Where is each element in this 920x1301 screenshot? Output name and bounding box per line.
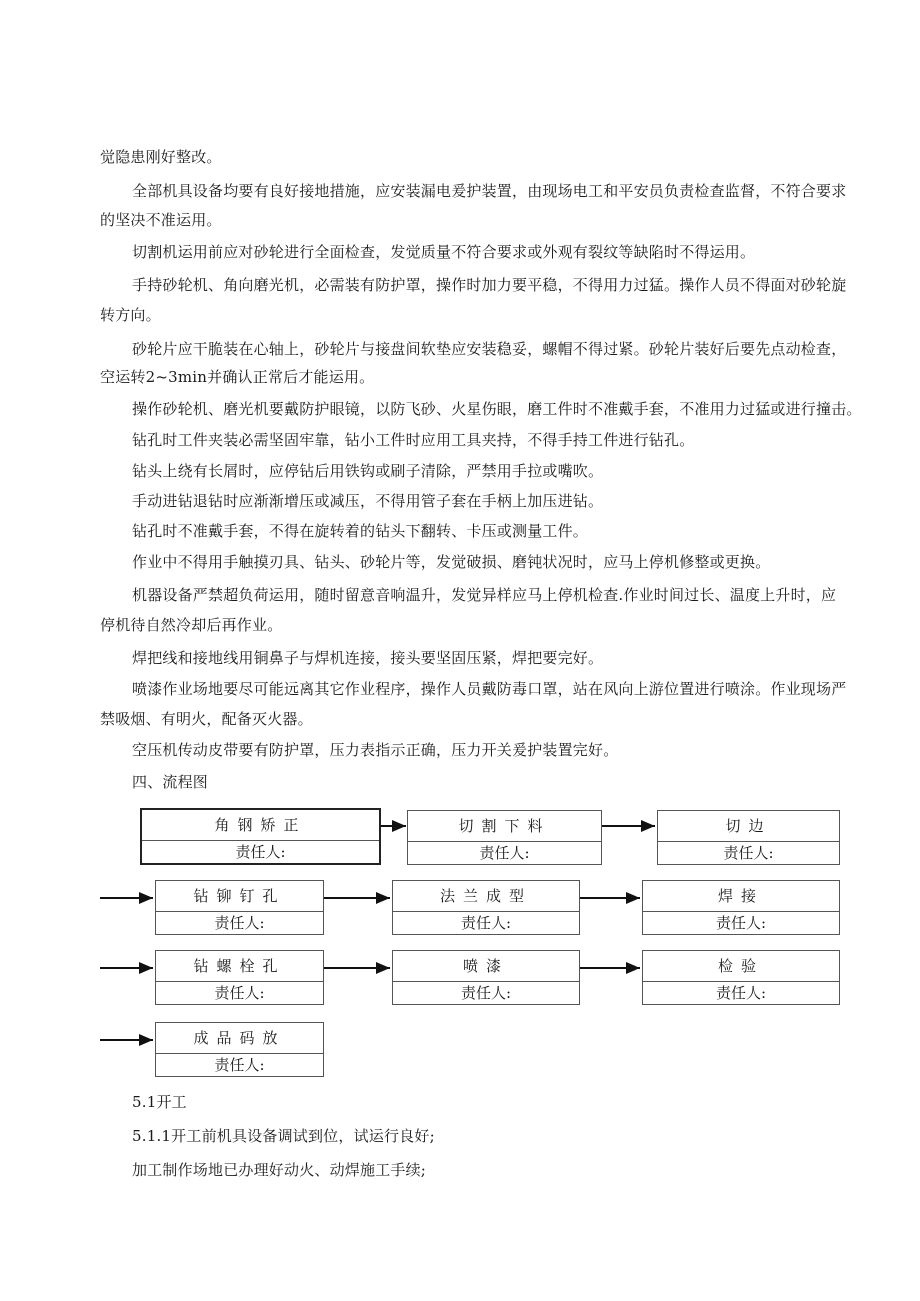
flow-responsible: 责任人: — [214, 984, 265, 1002]
paragraph-line: 手动进钻退钻时应渐渐增压或减压，不得用管子套在手柄上加压进钻。 — [132, 492, 604, 510]
flow-step-title: 成品码放 — [156, 1023, 323, 1054]
paragraph-line: 的坚决不准运用。 — [100, 211, 222, 229]
flow-step-title: 喷漆 — [393, 951, 579, 982]
paragraph-line: 焊把线和接地线用铜鼻子与焊机连接，接头要坚固压紧，焊把要完好。 — [132, 649, 604, 667]
subsection-heading: 5.1开工 — [132, 1093, 187, 1111]
paragraph-line: 加工制作场地已办理好动火、动焊施工手续; — [132, 1161, 427, 1179]
section-heading: 四、流程图 — [132, 773, 209, 791]
flow-box-trimming — [657, 810, 840, 865]
paragraph-line: 作业中不得用手触摸刃具、钻头、砂轮片等，发觉破损、磨钝状况时，应马上停机修整或更换。 — [132, 553, 771, 571]
paragraph-line: 空压机传动皮带要有防护罩，压力表指示正确，压力开关爰护装置完好。 — [132, 741, 619, 759]
paragraph-line: 钻孔时工件夹装必需坚固牢靠，钻小工件时应用工具夹持，不得手持工件进行钻孔。 — [132, 431, 695, 449]
flow-step-title: 焊接 — [643, 881, 839, 912]
flow-box-painting — [392, 950, 580, 1005]
flow-box-angle-steel — [140, 808, 381, 865]
flow-box-rivet-holes — [155, 880, 324, 935]
flow-box-cutting — [407, 810, 602, 865]
flow-responsible: 责任人: — [460, 984, 512, 1002]
flow-box-flange — [392, 880, 580, 935]
flow-responsible: 责任人: — [715, 984, 767, 1002]
flow-responsible: 责任人: — [214, 1056, 265, 1074]
flow-responsible: 责任人: — [715, 914, 767, 932]
flow-step-title: 切边 — [658, 811, 839, 842]
paragraph-line: 钻头上绕有长屑时，应停钻后用铁钩或刷子清除，严禁用手拉或嘴吹。 — [132, 462, 604, 480]
flow-step-title: 钻螺栓孔 — [156, 951, 323, 982]
paragraph-line: 禁吸烟、有明火，配备灭火器。 — [100, 710, 313, 728]
flow-step-title: 法兰成型 — [393, 881, 579, 912]
flow-responsible: 责任人: — [214, 914, 265, 932]
flow-responsible: 责任人: — [235, 843, 286, 861]
flow-responsible: 责任人: — [460, 914, 512, 932]
paragraph-line: 机器设备严禁超负荷运用，随时留意音响温升，发觉异样应马上停机检查.作业时间过长、温度上升时，应 — [132, 586, 837, 604]
flow-step-title: 钻铆钉孔 — [156, 881, 323, 912]
paragraph-line: 切割机运用前应对砂轮进行全面检查，发觉质量不符合要求或外观有裂纹等缺陷时不得运用。 — [132, 243, 756, 261]
flow-step-title: 检验 — [643, 951, 839, 982]
paragraph-line: 喷漆作业场地要尽可能远离其它作业程序，操作人员戴防毒口罩，站在风向上游位置进行喷涂。作业现场严 — [132, 680, 847, 698]
paragraph-line: 转方向。 — [100, 306, 161, 324]
flow-responsible: 责任人: — [479, 844, 530, 862]
paragraph-line: 停机待自然冷却后再作业。 — [100, 616, 283, 634]
paragraph-line: 空运转2~3min并确认正常后才能运用。 — [100, 368, 375, 386]
flow-step-title: 切割下料 — [408, 811, 601, 842]
flow-step-title: 角钢矫正 — [142, 810, 379, 841]
flow-box-welding — [642, 880, 840, 935]
flow-box-stacking — [155, 1022, 324, 1077]
paragraph-line: 操作砂轮机、磨光机要戴防护眼镜，以防飞砂、火星伤眼，磨工件时不准戴手套，不准用力过猛或进行撞击。 — [132, 400, 862, 418]
paragraph-line: 手持砂轮机、角向磨光机，必需装有防护罩，操作时加力要平稳，不得用力过猛。操作人员不得面对砂轮旋 — [132, 276, 847, 294]
paragraph-line: 钻孔时不准戴手套，不得在旋转着的钻头下翻转、卡压或测量工件。 — [132, 522, 589, 540]
flow-box-inspection — [642, 950, 840, 1005]
paragraph-line: 全部机具设备均要有良好接地措施，应安装漏电爰护装置，由现场电工和平安员负责检查监督，不符合要求 — [132, 182, 847, 200]
paragraph-line: 砂轮片应干脆装在心轴上，砂轮片与接盘间软垫应安装稳妥，螺帽不得过紧。砂轮片装好后要先点动检查， — [132, 340, 847, 358]
paragraph-line: 觉隐患刚好整改。 — [100, 148, 222, 166]
paragraph-line: 5.1.1开工前机具设备调试到位，试运行良好; — [132, 1127, 435, 1145]
flow-box-bolt-holes — [155, 950, 324, 1005]
flow-responsible: 责任人: — [723, 844, 774, 862]
